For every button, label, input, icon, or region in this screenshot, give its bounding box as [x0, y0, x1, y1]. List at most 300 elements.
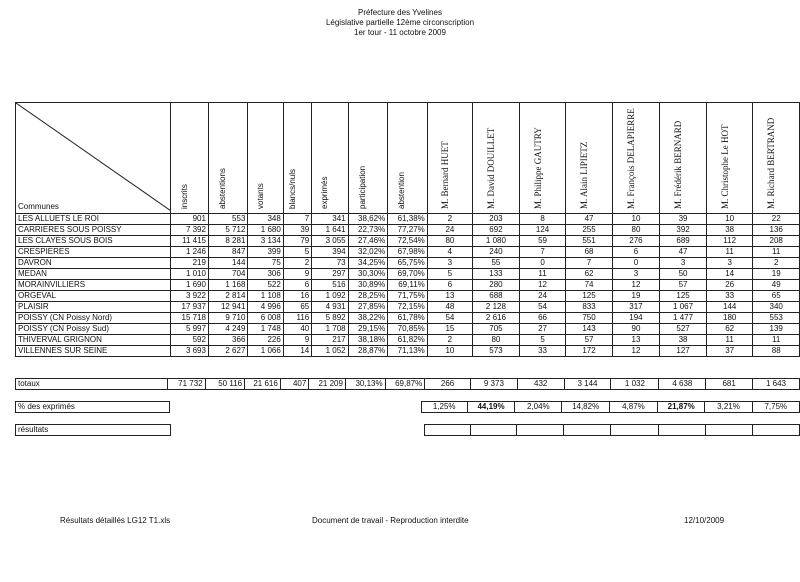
- result-le-hot: [706, 425, 753, 436]
- vote-cell-douillet: 80: [473, 335, 520, 346]
- col-header-participation: participation: [348, 103, 388, 214]
- stat-cell-participation: 38,62%: [348, 214, 388, 225]
- stat-cell-votants: 522: [248, 280, 283, 291]
- stat-cell-abstentions: 5 712: [208, 225, 247, 236]
- commune-row: [16, 324, 800, 335]
- col-header-abstention: abstention: [388, 103, 428, 214]
- vote-cell-lipietz: 833: [566, 302, 612, 313]
- commune-row: [16, 313, 800, 324]
- stat-cell-abstention: 72,54%: [388, 236, 428, 247]
- vote-cell-bertrand: 19: [753, 269, 800, 280]
- stat-cell-abstention: 65,75%: [388, 258, 428, 269]
- candidate-header-le-hot: M. Christophe Le HOT: [706, 103, 752, 214]
- total-votes-bernard: 4 638: [659, 379, 706, 390]
- empty-cell: [207, 425, 246, 436]
- stat-cell-abstentions: 8 281: [208, 236, 247, 247]
- vote-cell-huet: 13: [427, 291, 472, 302]
- candidate-header-bertrand: M. Richard BERTRAND: [753, 103, 800, 214]
- vote-cell-douillet: 133: [473, 269, 520, 280]
- vote-cell-gautry: 24: [519, 291, 565, 302]
- vote-cell-douillet: 55: [473, 258, 520, 269]
- result-douillet: [470, 425, 517, 436]
- vote-cell-douillet: 705: [473, 324, 520, 335]
- communes-header: Communes: [16, 103, 171, 214]
- stat-cell-exprimes: 1 708: [312, 324, 348, 335]
- vote-cell-bernard: 527: [660, 324, 707, 335]
- results-label: résultats: [16, 425, 171, 436]
- stat-cell-abstention: 61,82%: [388, 335, 428, 346]
- stat-cell-inscrits: 592: [171, 335, 209, 346]
- stat-cell-exprimes: 341: [312, 214, 348, 225]
- vote-cell-bertrand: 49: [753, 280, 800, 291]
- vote-cell-douillet: 692: [473, 225, 520, 236]
- commune-name: MEDAN: [16, 269, 171, 280]
- vote-cell-huet: 3: [427, 258, 472, 269]
- vote-cell-douillet: 688: [473, 291, 520, 302]
- stat-cell-abstentions: 2 814: [208, 291, 247, 302]
- header-diagonal: [16, 103, 171, 213]
- result-gautry: [517, 425, 564, 436]
- vote-cell-bernard: 39: [660, 214, 707, 225]
- vote-cell-douillet: 280: [473, 280, 520, 291]
- vote-cell-le-hot: 144: [706, 302, 752, 313]
- vote-cell-gautry: 33: [519, 346, 565, 357]
- vote-cell-lipietz: 47: [566, 214, 612, 225]
- stat-cell-participation: 22,73%: [348, 225, 388, 236]
- stat-cell-votants: 1 748: [248, 324, 283, 335]
- vote-cell-gautry: 12: [519, 280, 565, 291]
- empty-cell: [385, 425, 424, 436]
- stat-cell-abstentions: 1 168: [208, 280, 247, 291]
- vote-cell-lipietz: 62: [566, 269, 612, 280]
- total-votes-douillet: 9 373: [470, 379, 517, 390]
- total-votes-huet: 266: [425, 379, 471, 390]
- commune-row: [16, 335, 800, 346]
- candidate-header-delapierre: M. François DELAPIERRE: [612, 103, 659, 214]
- stat-cell-blancs-nuls: 116: [283, 313, 311, 324]
- percent-bertrand: 7,75%: [752, 402, 799, 413]
- stat-cell-abstentions: 704: [208, 269, 247, 280]
- stat-cell-exprimes: 394: [312, 247, 348, 258]
- result-lipietz: [564, 425, 611, 436]
- stat-cell-blancs-nuls: 6: [283, 280, 311, 291]
- empty-cell: [308, 402, 344, 413]
- vote-cell-bertrand: 340: [753, 302, 800, 313]
- stat-cell-participation: 27,46%: [348, 236, 388, 247]
- stat-cell-votants: 399: [248, 247, 283, 258]
- total-votes-delapierre: 1 032: [611, 379, 659, 390]
- vote-cell-huet: 48: [427, 302, 472, 313]
- vote-cell-bernard: 1 067: [660, 302, 707, 313]
- vote-cell-bernard: 50: [660, 269, 707, 280]
- stat-cell-participation: 30,30%: [348, 269, 388, 280]
- stat-cell-abstentions: 847: [208, 247, 247, 258]
- stat-cell-participation: 32,02%: [348, 247, 388, 258]
- empty-cell: [310, 425, 346, 436]
- stat-cell-abstention: 72,15%: [388, 302, 428, 313]
- stat-cell-abstentions: 4 249: [208, 324, 247, 335]
- vote-cell-huet: 80: [427, 236, 472, 247]
- stat-cell-abstentions: 2 627: [208, 346, 247, 357]
- stat-cell-abstention: 61,38%: [388, 214, 428, 225]
- results-table: [15, 102, 800, 357]
- stat-cell-exprimes: 5 892: [312, 313, 348, 324]
- commune-name: POISSY (CN Poissy Nord): [16, 313, 171, 324]
- percent-delapierre: 4,87%: [609, 402, 657, 413]
- stat-cell-abstention: 77,27%: [388, 225, 428, 236]
- vote-cell-gautry: 7: [519, 247, 565, 258]
- vote-cell-delapierre: 13: [612, 335, 659, 346]
- stat-cell-abstention: 70,85%: [388, 324, 428, 335]
- vote-cell-lipietz: 125: [566, 291, 612, 302]
- vote-cell-bertrand: 136: [753, 225, 800, 236]
- vote-cell-delapierre: 276: [612, 236, 659, 247]
- commune-name: MORAINVILLIERS: [16, 280, 171, 291]
- vote-cell-bernard: 1 477: [660, 313, 707, 324]
- vote-cell-le-hot: 38: [706, 225, 752, 236]
- vote-cell-bertrand: 65: [753, 291, 800, 302]
- vote-cell-lipietz: 7: [566, 258, 612, 269]
- vote-cell-delapierre: 194: [612, 313, 659, 324]
- vote-cell-lipietz: 143: [566, 324, 612, 335]
- commune-name: PLAISIR: [16, 302, 171, 313]
- vote-cell-le-hot: 14: [706, 269, 752, 280]
- vote-cell-lipietz: 57: [566, 335, 612, 346]
- commune-row: [16, 302, 800, 313]
- vote-cell-delapierre: 80: [612, 225, 659, 236]
- stat-cell-participation: 29,15%: [348, 324, 388, 335]
- vote-cell-le-hot: 180: [706, 313, 752, 324]
- col-header-votants: votants: [248, 103, 283, 214]
- percent-table: [15, 401, 800, 413]
- col-header-exprimes: exprimés: [312, 103, 348, 214]
- percent-bernard: 21,87%: [658, 402, 705, 413]
- vote-cell-huet: 24: [427, 225, 472, 236]
- stat-cell-blancs-nuls: 16: [283, 291, 311, 302]
- vote-cell-bertrand: 139: [753, 324, 800, 335]
- stat-cell-votants: 226: [248, 335, 283, 346]
- vote-cell-douillet: 203: [473, 214, 520, 225]
- percent-douillet: 44,19%: [467, 402, 514, 413]
- stat-cell-exprimes: 1 052: [312, 346, 348, 357]
- stat-cell-blancs-nuls: 9: [283, 269, 311, 280]
- vote-cell-delapierre: 19: [612, 291, 659, 302]
- stat-cell-inscrits: 1 246: [171, 247, 209, 258]
- stat-cell-inscrits: 3 922: [171, 291, 209, 302]
- stat-cell-votants: 306: [248, 269, 283, 280]
- vote-cell-douillet: 2 128: [473, 302, 520, 313]
- empty-cell: [280, 402, 308, 413]
- round-date: 1er tour - 11 octobre 2009: [354, 28, 446, 37]
- vote-cell-bertrand: 88: [753, 346, 800, 357]
- vote-cell-huet: 5: [427, 269, 472, 280]
- vote-cell-le-hot: 62: [706, 324, 752, 335]
- empty-cell: [207, 402, 246, 413]
- stat-cell-exprimes: 1 092: [312, 291, 348, 302]
- vote-cell-bernard: 689: [660, 236, 707, 247]
- vote-cell-huet: 4: [427, 247, 472, 258]
- stat-cell-blancs-nuls: 5: [283, 247, 311, 258]
- total-inscrits: 71 732: [168, 379, 206, 390]
- candidate-header-huet: M. Bernard HUET: [427, 103, 472, 214]
- candidate-header-lipietz: M. Alain LIPIETZ: [566, 103, 612, 214]
- empty-cell: [346, 425, 385, 436]
- stat-cell-inscrits: 1 690: [171, 280, 209, 291]
- vote-cell-delapierre: 3: [612, 269, 659, 280]
- vote-cell-gautry: 11: [519, 269, 565, 280]
- stat-cell-blancs-nuls: 39: [283, 225, 311, 236]
- vote-cell-douillet: 573: [473, 346, 520, 357]
- results-row-table: [15, 424, 800, 436]
- commune-row: [16, 346, 800, 357]
- footer-date: 12/10/2009: [684, 516, 725, 525]
- vote-cell-le-hot: 112: [706, 236, 752, 247]
- vote-cell-huet: 2: [427, 214, 472, 225]
- vote-cell-lipietz: 551: [566, 236, 612, 247]
- commune-name: CARRIERES SOUS POISSY: [16, 225, 171, 236]
- vote-cell-huet: 15: [427, 324, 472, 335]
- vote-cell-bernard: 127: [660, 346, 707, 357]
- candidate-header-bernard: M. Frédérik BERNARD: [660, 103, 707, 214]
- commune-row: [16, 269, 800, 280]
- vote-cell-lipietz: 68: [566, 247, 612, 258]
- vote-cell-lipietz: 750: [566, 313, 612, 324]
- commune-name: THIVERVAL GRIGNON: [16, 335, 171, 346]
- vote-cell-douillet: 240: [473, 247, 520, 258]
- commune-name: CRESPIERES: [16, 247, 171, 258]
- total-votants: 21 616: [245, 379, 281, 390]
- vote-cell-delapierre: 90: [612, 324, 659, 335]
- commune-name: ORGEVAL: [16, 291, 171, 302]
- vote-cell-gautry: 27: [519, 324, 565, 335]
- stat-cell-inscrits: 11 415: [171, 236, 209, 247]
- stat-cell-participation: 38,22%: [348, 313, 388, 324]
- result-huet: [424, 425, 470, 436]
- commune-row: [16, 291, 800, 302]
- vote-cell-gautry: 66: [519, 313, 565, 324]
- vote-cell-delapierre: 6: [612, 247, 659, 258]
- stat-cell-abstentions: 366: [208, 335, 247, 346]
- stat-cell-blancs-nuls: 79: [283, 236, 311, 247]
- stat-cell-inscrits: 15 718: [171, 313, 209, 324]
- stat-cell-blancs-nuls: 65: [283, 302, 311, 313]
- stat-cell-abstention: 67,98%: [388, 247, 428, 258]
- percent-lipietz: 14,82%: [562, 402, 609, 413]
- commune-name: VILLENNES SUR SEINE: [16, 346, 171, 357]
- vote-cell-bernard: 38: [660, 335, 707, 346]
- vote-cell-gautry: 54: [519, 302, 565, 313]
- vote-cell-bernard: 125: [660, 291, 707, 302]
- stat-cell-abstention: 71,13%: [388, 346, 428, 357]
- col-header-blancs-nuls: blancs/nuls: [283, 103, 311, 214]
- candidate-header-douillet: M. David DOUILLET: [473, 103, 520, 214]
- vote-cell-bernard: 3: [660, 258, 707, 269]
- percent-huet: 1,25%: [421, 402, 467, 413]
- commune-row: [16, 280, 800, 291]
- stat-cell-inscrits: 17 937: [171, 302, 209, 313]
- totals-row: [16, 379, 800, 390]
- stat-cell-votants: 4 996: [248, 302, 283, 313]
- total-abstention: 69,87%: [385, 379, 425, 390]
- vote-cell-le-hot: 11: [706, 335, 752, 346]
- vote-cell-delapierre: 0: [612, 258, 659, 269]
- vote-cell-gautry: 59: [519, 236, 565, 247]
- stat-cell-abstentions: 9 710: [208, 313, 247, 324]
- stat-cell-exprimes: 4 931: [312, 302, 348, 313]
- total-participation: 30,13%: [345, 379, 385, 390]
- vote-cell-le-hot: 10: [706, 214, 752, 225]
- stat-cell-exprimes: 217: [312, 335, 348, 346]
- commune-name: POISSY (CN Poissy Sud): [16, 324, 171, 335]
- stat-cell-inscrits: 219: [171, 258, 209, 269]
- stat-cell-inscrits: 3 693: [171, 346, 209, 357]
- empty-cell: [170, 425, 207, 436]
- stat-cell-inscrits: 5 997: [171, 324, 209, 335]
- vote-cell-bernard: 57: [660, 280, 707, 291]
- vote-cell-huet: 2: [427, 335, 472, 346]
- empty-cell: [170, 402, 207, 413]
- stat-cell-participation: 27,85%: [348, 302, 388, 313]
- total-exprimes: 21 209: [309, 379, 346, 390]
- stat-cell-blancs-nuls: 9: [283, 335, 311, 346]
- vote-cell-delapierre: 10: [612, 214, 659, 225]
- empty-cell: [245, 402, 280, 413]
- vote-cell-le-hot: 3: [706, 258, 752, 269]
- stat-cell-inscrits: 901: [171, 214, 209, 225]
- stat-cell-blancs-nuls: 14: [283, 346, 311, 357]
- total-votes-gautry: 432: [517, 379, 564, 390]
- stat-cell-votants: 348: [248, 214, 283, 225]
- stat-cell-participation: 28,25%: [348, 291, 388, 302]
- empty-cell: [382, 402, 421, 413]
- stat-cell-votants: 1 108: [248, 291, 283, 302]
- vote-cell-gautry: 0: [519, 258, 565, 269]
- footer-file: Résultats détaillés LG12 T1.xls: [60, 516, 171, 525]
- empty-cell: [282, 425, 310, 436]
- header-row: [16, 103, 800, 214]
- stat-cell-participation: 34,25%: [348, 258, 388, 269]
- totals-table: [15, 378, 800, 390]
- stat-cell-exprimes: 3 055: [312, 236, 348, 247]
- stat-cell-blancs-nuls: 7: [283, 214, 311, 225]
- stat-cell-votants: 75: [248, 258, 283, 269]
- vote-cell-bertrand: 553: [753, 313, 800, 324]
- stat-cell-exprimes: 297: [312, 269, 348, 280]
- vote-cell-huet: 10: [427, 346, 472, 357]
- vote-cell-gautry: 5: [519, 335, 565, 346]
- stat-cell-votants: 1 066: [248, 346, 283, 357]
- vote-cell-bertrand: 11: [753, 247, 800, 258]
- vote-cell-le-hot: 33: [706, 291, 752, 302]
- stat-cell-abstentions: 12 941: [208, 302, 247, 313]
- stat-cell-participation: 28,87%: [348, 346, 388, 357]
- election-title: Législative partielle 12ème circonscription: [325, 18, 475, 27]
- vote-cell-douillet: 2 616: [473, 313, 520, 324]
- total-votes-le-hot: 681: [706, 379, 753, 390]
- commune-row: [16, 214, 800, 225]
- totals-label: totaux: [16, 379, 168, 390]
- vote-cell-lipietz: 74: [566, 280, 612, 291]
- commune-row: [16, 225, 800, 236]
- vote-cell-le-hot: 26: [706, 280, 752, 291]
- commune-row: [16, 258, 800, 269]
- result-bernard: [659, 425, 706, 436]
- commune-row: [16, 236, 800, 247]
- vote-cell-bernard: 47: [660, 247, 707, 258]
- vote-cell-delapierre: 317: [612, 302, 659, 313]
- vote-cell-le-hot: 11: [706, 247, 752, 258]
- stat-cell-exprimes: 516: [312, 280, 348, 291]
- total-blancs-nuls: 407: [280, 379, 309, 390]
- result-bertrand: [752, 425, 799, 436]
- stat-cell-abstentions: 553: [208, 214, 247, 225]
- stat-cell-exprimes: 73: [312, 258, 348, 269]
- stat-cell-abstention: 61,78%: [388, 313, 428, 324]
- total-votes-lipietz: 3 144: [564, 379, 611, 390]
- vote-cell-le-hot: 37: [706, 346, 752, 357]
- commune-name: LES ALLUETS LE ROI: [16, 214, 171, 225]
- commune-name: DAVRON: [16, 258, 171, 269]
- stat-cell-abstention: 69,70%: [388, 269, 428, 280]
- stat-cell-inscrits: 1 010: [171, 269, 209, 280]
- vote-cell-bertrand: 2: [753, 258, 800, 269]
- stat-cell-votants: 3 134: [248, 236, 283, 247]
- vote-cell-huet: 54: [427, 313, 472, 324]
- vote-cell-bertrand: 22: [753, 214, 800, 225]
- col-header-inscrits: inscrits: [171, 103, 209, 214]
- commune-name: LES CLAYES SOUS BOIS: [16, 236, 171, 247]
- total-votes-bertrand: 1 643: [752, 379, 799, 390]
- vote-cell-bernard: 392: [660, 225, 707, 236]
- vote-cell-delapierre: 12: [612, 280, 659, 291]
- stat-cell-abstentions: 144: [208, 258, 247, 269]
- percent-gautry: 2,04%: [515, 402, 562, 413]
- percent-row: [16, 402, 800, 413]
- stat-cell-inscrits: 7 392: [171, 225, 209, 236]
- stat-cell-participation: 30,89%: [348, 280, 388, 291]
- vote-cell-lipietz: 255: [566, 225, 612, 236]
- stat-cell-votants: 1 680: [248, 225, 283, 236]
- stat-cell-abstention: 69,11%: [388, 280, 428, 291]
- stat-cell-participation: 38,18%: [348, 335, 388, 346]
- vote-cell-bertrand: 11: [753, 335, 800, 346]
- vote-cell-bertrand: 208: [753, 236, 800, 247]
- vote-cell-gautry: 8: [519, 214, 565, 225]
- candidate-header-gautry: M. Philippe GAUTRY: [519, 103, 565, 214]
- commune-row: [16, 247, 800, 258]
- col-header-abstentions: abstentions: [208, 103, 247, 214]
- percent-le-hot: 3,21%: [705, 402, 752, 413]
- empty-cell: [344, 402, 383, 413]
- stat-cell-votants: 6 008: [248, 313, 283, 324]
- stat-cell-blancs-nuls: 40: [283, 324, 311, 335]
- total-abstentions: 50 116: [205, 379, 244, 390]
- empty-cell: [246, 425, 281, 436]
- stat-cell-abstention: 71,75%: [388, 291, 428, 302]
- stat-cell-blancs-nuls: 2: [283, 258, 311, 269]
- vote-cell-gautry: 124: [519, 225, 565, 236]
- prefecture-title: Préfecture des Yvelines: [358, 8, 442, 17]
- results-row: [16, 425, 800, 436]
- vote-cell-delapierre: 12: [612, 346, 659, 357]
- percent-label: % des exprimés: [16, 402, 170, 413]
- result-delapierre: [611, 425, 659, 436]
- footer-notice: Document de travail - Reproduction interdite: [312, 516, 469, 525]
- vote-cell-lipietz: 172: [566, 346, 612, 357]
- vote-cell-huet: 6: [427, 280, 472, 291]
- vote-cell-douillet: 1 080: [473, 236, 520, 247]
- stat-cell-exprimes: 1 641: [312, 225, 348, 236]
